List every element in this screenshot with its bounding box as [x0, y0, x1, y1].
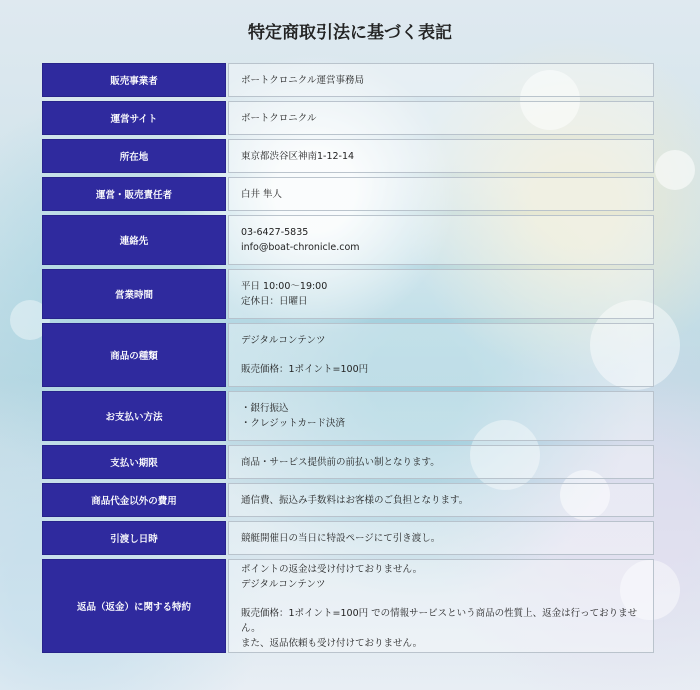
- table-row: [42, 139, 654, 173]
- row-label: 所在地: [42, 139, 226, 173]
- row-label: 連絡先: [42, 215, 226, 265]
- legal-notice-table: [42, 63, 654, 657]
- row-label: 商品代金以外の費用: [42, 483, 226, 517]
- row-label: 商品の種類: [42, 323, 226, 387]
- page-title: 特定商取引法に基づく表記: [248, 23, 452, 43]
- row-label: 営業時間: [42, 269, 226, 319]
- value-line: 商品・サービス提供前の前払い制となります。: [241, 456, 440, 468]
- value-line: ・クレジットカード決済: [241, 418, 345, 429]
- email-address: info@boat-chronicle.com: [241, 242, 360, 253]
- row-label: 運営サイト: [42, 101, 226, 135]
- value-line: 白井 隼人: [241, 188, 283, 200]
- row-label: 返品（返金）に関する特約: [42, 559, 226, 653]
- row-label: お支払い方法: [42, 391, 226, 441]
- row-value: [228, 177, 654, 211]
- table-row: [42, 215, 654, 265]
- table-row: [42, 269, 654, 319]
- value-line: 平日 10:00～19:00: [241, 281, 328, 292]
- bokeh-light: [655, 150, 695, 190]
- value-line: ボートクロニクル運営事務局: [241, 74, 365, 86]
- row-value: [228, 483, 654, 517]
- row-value: [228, 391, 654, 441]
- row-value: [228, 139, 654, 173]
- table-row: [42, 391, 654, 441]
- table-row: [42, 177, 654, 211]
- table-row: [42, 483, 654, 517]
- table-row: [42, 63, 654, 97]
- value-line: 定休日：日曜日: [241, 296, 308, 307]
- value-line: デジタルコンテンツ: [241, 578, 326, 590]
- row-value: [228, 269, 654, 319]
- value-line: 通信費、振込み手数料はお客様のご負担となります。: [241, 494, 469, 506]
- value-line: ボートクロニクル: [241, 112, 317, 124]
- table-row: [42, 323, 654, 387]
- value-line: ポイントの返金は受け付けておりません。: [241, 563, 423, 575]
- table-row: [42, 445, 654, 479]
- row-label: 運営・販売責任者: [42, 177, 226, 211]
- value-line: デジタルコンテンツ: [241, 335, 326, 346]
- row-label: 引渡し日時: [42, 521, 226, 555]
- row-value: [228, 445, 654, 479]
- row-value: [228, 323, 654, 387]
- table-row: [42, 559, 654, 653]
- table-row: [42, 521, 654, 555]
- row-label: 支払い期限: [42, 445, 226, 479]
- row-label: 販売事業者: [42, 63, 226, 97]
- row-value: [228, 559, 654, 653]
- row-value: [228, 63, 654, 97]
- table-row: [42, 101, 654, 135]
- row-value: [228, 521, 654, 555]
- row-value: [228, 101, 654, 135]
- value-line: 東京都渋谷区神南1-12-14: [241, 150, 355, 162]
- phone-number: 03-6427-5835: [241, 227, 309, 238]
- value-line: 競艇開催日の当日に特設ページにて引き渡し。: [241, 532, 441, 544]
- value-line: 販売価格：1ポイント=100円: [241, 364, 369, 375]
- value-line: ・銀行振込: [241, 403, 289, 414]
- value-line: また、返品依頼も受け付けておりません。: [241, 637, 423, 649]
- row-value: [228, 215, 654, 265]
- value-line: 販売価格：1ポイント=100円 での情報サービスという商品の性質上、返金は行っておりません。: [241, 607, 638, 634]
